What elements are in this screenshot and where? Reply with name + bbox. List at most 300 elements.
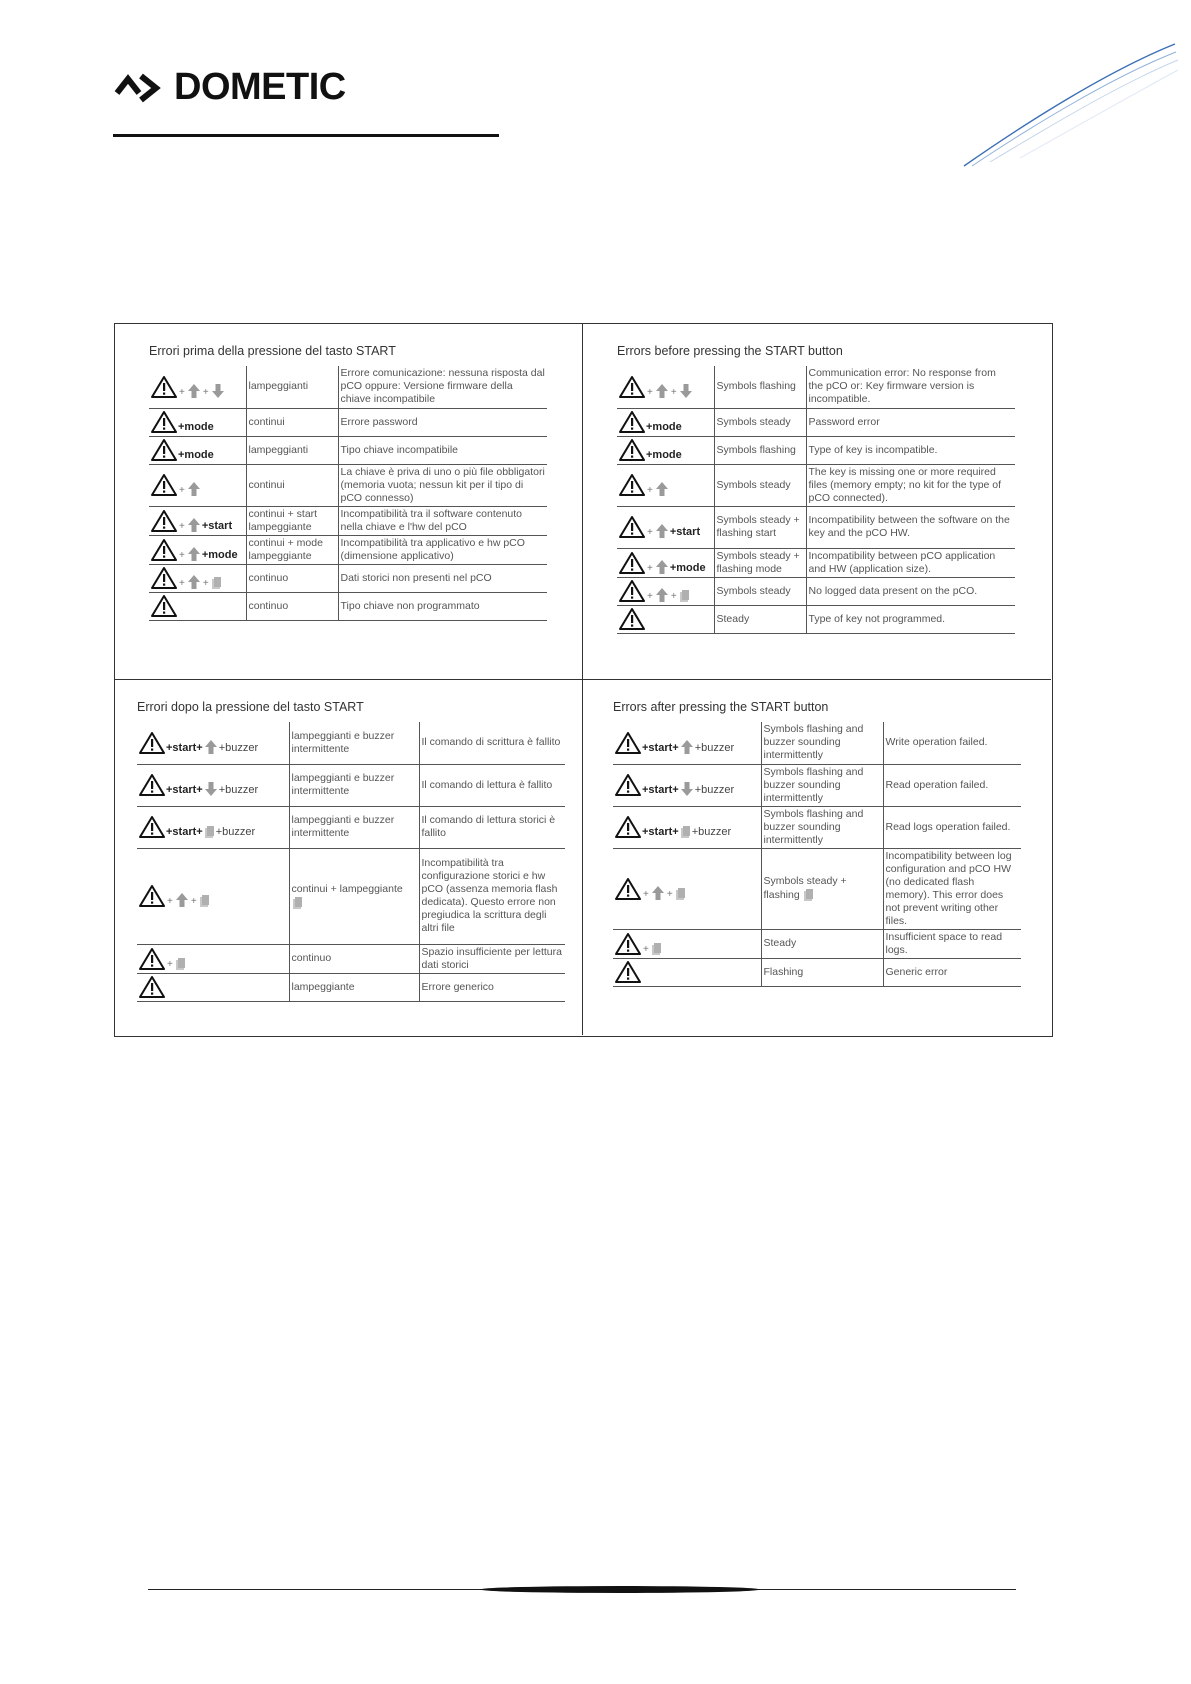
- buzzer-label: +buzzer: [691, 826, 732, 838]
- symbols-cell: [137, 848, 289, 944]
- status-text: continui + lampeggiante: [291, 882, 403, 895]
- table-row: [137, 806, 565, 848]
- error-description: Errore generico: [421, 980, 494, 993]
- table-row: [617, 605, 1015, 633]
- arrow-up-icon: [187, 517, 201, 533]
- status-cell: [289, 806, 419, 848]
- panel-title: Errori prima della pressione del tasto START: [149, 344, 396, 358]
- arrow-up-icon: [187, 481, 201, 497]
- symbol-combination: [615, 960, 759, 984]
- table-row: [613, 806, 1021, 848]
- status-cell: [714, 548, 806, 577]
- status-text: Symbols flashing: [716, 443, 796, 456]
- symbol-combination: [619, 515, 712, 539]
- mode-key-label: +mode: [178, 421, 214, 433]
- table-row: [617, 506, 1015, 548]
- arrow-up-icon: [655, 559, 669, 575]
- symbol-combination: [619, 579, 712, 603]
- description-cell: [883, 929, 1021, 958]
- symbols-cell: [617, 366, 714, 408]
- status-cell: [714, 577, 806, 605]
- error-description: Read operation failed.: [885, 778, 989, 791]
- error-description: Il comando di scrittura è fallito: [421, 736, 561, 749]
- error-description: Tipo chiave non programmato: [340, 599, 480, 612]
- symbol-combination: [139, 975, 287, 999]
- symbol-combination: [615, 773, 759, 797]
- warning-icon: [615, 960, 641, 984]
- status-text: Symbols flashing: [716, 380, 796, 393]
- start-key-label: +start: [669, 526, 701, 538]
- warning-icon: [139, 975, 165, 999]
- header-rule: [113, 134, 499, 137]
- decorative-swoosh: [960, 40, 1180, 170]
- table-row: [613, 848, 1021, 929]
- error-table: [613, 722, 1021, 987]
- warning-icon: [139, 947, 165, 971]
- symbol-combination: [619, 551, 712, 575]
- description-cell: [806, 436, 1015, 464]
- status-text: Symbols steady: [716, 584, 791, 597]
- symbol-combination: [151, 566, 244, 590]
- table-row: [149, 366, 547, 408]
- status-cell: [289, 848, 419, 944]
- status-text: continui + start lampeggiante: [248, 507, 318, 533]
- start-key-label: +start+: [166, 826, 203, 838]
- file-icon: [680, 825, 691, 839]
- mode-key-label: +mode: [669, 561, 706, 574]
- table-row: [613, 722, 1021, 764]
- plus-sign: +: [647, 485, 653, 496]
- description-cell: [806, 548, 1015, 577]
- status-cell: [246, 436, 338, 464]
- panel-errors-after-en: [583, 680, 1051, 1035]
- status-text: Steady: [716, 612, 750, 625]
- plus-sign: +: [647, 386, 653, 398]
- table-row: [149, 464, 547, 506]
- status-cell: [714, 436, 806, 464]
- error-description: No logged data present on the pCO.: [808, 584, 978, 597]
- plus-sign: +: [670, 386, 677, 398]
- status-cell: [289, 764, 419, 806]
- symbol-combination: [619, 375, 712, 399]
- status-text: lampeggianti: [248, 380, 309, 393]
- symbol-combination: [139, 884, 287, 908]
- table-row: [137, 722, 565, 764]
- buzzer-label: +buzzer: [218, 784, 259, 796]
- status-text: Symbols steady: [716, 478, 791, 491]
- symbols-cell: [149, 408, 246, 436]
- error-description: Il comando di lettura è fallito: [421, 778, 553, 791]
- status-cell: [289, 973, 419, 1001]
- symbol-combination: [139, 773, 287, 797]
- table-row: [137, 944, 565, 973]
- status-text: continuo: [248, 599, 289, 612]
- warning-icon: [151, 473, 177, 497]
- panel-errors-before-en: [583, 324, 1051, 680]
- warning-icon: [151, 509, 177, 533]
- warning-icon: [139, 773, 165, 797]
- file-icon: [675, 887, 686, 901]
- arrow-up-icon: [175, 892, 189, 908]
- symbols-cell: [149, 366, 246, 408]
- warning-icon: [619, 438, 645, 462]
- description-cell: [419, 944, 565, 973]
- description-cell: [883, 806, 1021, 848]
- error-description: Type of key is incompatible.: [808, 443, 938, 456]
- error-description: Incompatibility between the software on the key and the pCO HW.: [808, 514, 1010, 539]
- error-description: Errore comunicazione: nessuna risposta dal pCO oppure: Versione firmware della chiave incompatibile: [340, 367, 545, 406]
- error-table: [617, 366, 1015, 634]
- error-description: Generic error: [885, 965, 948, 978]
- status-text: lampeggianti e buzzer intermittente: [291, 814, 395, 839]
- status-cell: [246, 408, 338, 436]
- description-cell: [883, 958, 1021, 986]
- error-description: Type of key not programmed.: [808, 612, 946, 625]
- symbol-combination: [151, 410, 244, 434]
- description-cell: [338, 564, 547, 592]
- panel-title: Errori dopo la pressione del tasto START: [137, 700, 364, 714]
- symbol-combination: [151, 538, 244, 562]
- status-cell: [761, 848, 883, 929]
- table-row: [617, 436, 1015, 464]
- arrow-up-icon: [651, 885, 665, 901]
- symbols-cell: [617, 577, 714, 605]
- warning-icon: [151, 410, 177, 434]
- symbol-combination: [151, 375, 244, 399]
- description-cell: [806, 408, 1015, 436]
- warning-icon: [139, 884, 165, 908]
- symbols-cell: [137, 973, 289, 1001]
- table-row: [137, 848, 565, 944]
- table-row: [149, 564, 547, 592]
- description-cell: [338, 506, 547, 535]
- symbol-combination: [139, 815, 287, 839]
- symbols-cell: [613, 722, 761, 764]
- table-row: [149, 535, 547, 564]
- table-row: [149, 506, 547, 535]
- file-icon: [803, 888, 814, 902]
- symbols-cell: [149, 436, 246, 464]
- symbol-combination: [619, 473, 712, 497]
- table-row: [613, 958, 1021, 986]
- symbol-combination: [619, 607, 712, 631]
- mode-key-label: +mode: [646, 421, 682, 433]
- table-row: [613, 764, 1021, 806]
- status-text: lampeggianti e buzzer intermittente: [291, 729, 395, 755]
- status-cell: [289, 944, 419, 973]
- error-table: [149, 366, 547, 621]
- status-cell: [246, 506, 338, 535]
- start-key-label: +start+: [642, 826, 679, 838]
- file-icon: [199, 894, 210, 908]
- mode-key-label: +mode: [201, 548, 238, 561]
- start-key-label: +start: [201, 519, 233, 532]
- plus-sign: +: [179, 485, 185, 496]
- symbols-cell: [137, 806, 289, 848]
- symbols-cell: [137, 764, 289, 806]
- status-cell: [714, 506, 806, 548]
- symbol-combination: [151, 438, 244, 462]
- panel-title: Errors after pressing the START button: [613, 700, 829, 714]
- error-description: Incompatibility between pCO application and HW (application size).: [808, 549, 996, 575]
- description-cell: [419, 722, 565, 764]
- symbols-cell: [617, 464, 714, 506]
- table-row: [613, 929, 1021, 958]
- error-description: Insufficient space to read logs.: [885, 930, 1003, 956]
- description-cell: [883, 848, 1021, 929]
- warning-icon: [139, 815, 165, 839]
- warning-icon: [151, 438, 177, 462]
- symbols-cell: [613, 929, 761, 958]
- status-text: continui + mode lampeggiante: [248, 536, 323, 562]
- panel-errors-before-it: [115, 324, 583, 680]
- description-cell: [806, 366, 1015, 408]
- symbols-cell: [149, 464, 246, 506]
- error-description: Incompatibilità tra il software contenuto nella chiave e l'hw del pCO: [340, 507, 523, 533]
- error-description: Tipo chiave incompatibile: [340, 443, 459, 456]
- status-text: Symbols steady + flashing: [763, 875, 847, 901]
- symbols-cell: [149, 592, 246, 620]
- table-row: [617, 366, 1015, 408]
- table-row: [149, 408, 547, 436]
- symbols-cell: [613, 848, 761, 929]
- file-icon: [204, 825, 215, 839]
- warning-icon: [619, 515, 645, 539]
- warning-icon: [151, 594, 177, 618]
- description-cell: [338, 436, 547, 464]
- warning-icon: [615, 877, 641, 901]
- error-description: Read logs operation failed.: [885, 820, 1011, 833]
- status-text: Symbols flashing and buzzer sounding intermittently: [763, 765, 864, 804]
- status-cell: [714, 366, 806, 408]
- warning-icon: [615, 731, 641, 755]
- panel-title: Errors before pressing the START button: [617, 344, 843, 358]
- symbols-cell: [617, 436, 714, 464]
- arrow-up-icon: [655, 481, 669, 497]
- arrow-up-icon: [187, 546, 201, 562]
- status-cell: [761, 806, 883, 848]
- status-text: continuo: [291, 952, 332, 964]
- symbol-combination: [139, 731, 287, 755]
- error-description: Spazio insufficiente per lettura dati storici: [421, 945, 562, 971]
- arrow-up-icon: [204, 739, 218, 755]
- symbol-combination: [139, 947, 287, 971]
- description-cell: [806, 577, 1015, 605]
- description-cell: [806, 605, 1015, 633]
- error-description: Incompatibilità tra configurazione storici e hw pCO (assenza memoria flash dedicata). Questo errore non pregiudica la scrittura degli altri file: [421, 857, 558, 934]
- symbols-cell: [149, 535, 246, 564]
- plus-sign: +: [666, 888, 673, 900]
- symbol-combination: [151, 509, 244, 533]
- symbols-cell: [149, 564, 246, 592]
- warning-icon: [619, 607, 645, 631]
- symbol-combination: [619, 410, 712, 434]
- start-key-label: +start+: [642, 784, 679, 796]
- status-text: Symbols steady: [716, 415, 791, 428]
- table-row: [137, 764, 565, 806]
- symbol-combination: [615, 932, 759, 956]
- description-cell: [338, 535, 547, 564]
- status-cell: [761, 764, 883, 806]
- warning-icon: [615, 773, 641, 797]
- plus-sign: +: [179, 549, 185, 561]
- dometic-logo-icon: [114, 71, 168, 105]
- arrow-up-icon: [655, 523, 669, 539]
- status-text: Symbols flashing and buzzer sounding intermittently: [763, 723, 864, 762]
- status-cell: [246, 592, 338, 620]
- status-text: lampeggiante: [291, 980, 355, 993]
- symbols-cell: [617, 506, 714, 548]
- table-row: [617, 408, 1015, 436]
- warning-icon: [151, 566, 177, 590]
- file-icon: [651, 942, 662, 956]
- start-key-label: +start+: [166, 741, 203, 754]
- status-text: continuo: [248, 571, 289, 584]
- symbol-combination: [151, 594, 244, 618]
- warning-icon: [615, 815, 641, 839]
- description-cell: [883, 764, 1021, 806]
- arrow-down-icon: [204, 781, 218, 797]
- plus-sign: +: [643, 943, 649, 955]
- description-cell: [338, 592, 547, 620]
- file-icon: [175, 957, 186, 971]
- buzzer-label: +buzzer: [694, 784, 735, 796]
- plus-sign: +: [179, 520, 185, 532]
- brand-logo: [114, 66, 346, 109]
- symbols-cell: [617, 548, 714, 577]
- warning-icon: [139, 731, 165, 755]
- symbols-cell: [613, 764, 761, 806]
- status-cell: [761, 722, 883, 764]
- status-cell: [289, 722, 419, 764]
- warning-icon: [619, 579, 645, 603]
- description-cell: [419, 973, 565, 1001]
- status-text: lampeggianti: [248, 443, 309, 456]
- error-description: Il comando di lettura storici è fallito: [421, 814, 556, 839]
- file-icon: [211, 576, 222, 590]
- status-cell: [714, 464, 806, 506]
- brand-wordmark: DOMETIC: [174, 66, 346, 108]
- arrow-up-icon: [187, 574, 201, 590]
- error-tables-grid: [114, 323, 1053, 1037]
- plus-sign: +: [647, 591, 653, 602]
- status-text: Steady: [763, 937, 797, 949]
- table-row: [617, 464, 1015, 506]
- table-row: [137, 973, 565, 1001]
- warning-icon: [615, 932, 641, 956]
- plus-sign: +: [647, 562, 653, 574]
- status-text: continui: [248, 478, 285, 491]
- symbols-cell: [137, 722, 289, 764]
- footer-bar: [480, 1586, 760, 1593]
- description-cell: [419, 764, 565, 806]
- plus-sign: +: [647, 527, 653, 538]
- buzzer-label: +buzzer: [215, 826, 256, 838]
- symbols-cell: [613, 806, 761, 848]
- status-text: Flashing: [763, 965, 804, 978]
- status-cell: [761, 958, 883, 986]
- symbol-combination: [615, 731, 759, 755]
- symbol-combination: [615, 877, 759, 901]
- warning-icon: [151, 375, 177, 399]
- error-description: Incompatibilità tra applicativo e hw pCO (dimensione applicativo): [340, 536, 525, 562]
- buzzer-label: +buzzer: [694, 741, 735, 754]
- status-cell: [761, 929, 883, 958]
- error-description: La chiave è priva di uno o più file obbligatori (memoria vuota; nessun kit per il tipo di pCO connesso): [340, 465, 545, 504]
- table-row: [617, 577, 1015, 605]
- symbols-cell: [617, 605, 714, 633]
- description-cell: [338, 464, 547, 506]
- start-key-label: +start+: [642, 741, 679, 754]
- status-text: Symbols steady + flashing start: [716, 514, 800, 539]
- error-description: Write operation failed.: [885, 736, 988, 749]
- error-description: Password error: [808, 415, 880, 428]
- symbol-combination: [619, 438, 712, 462]
- status-text: lampeggianti e buzzer intermittente: [291, 772, 395, 797]
- error-description: The key is missing one or more required files (memory empty; no kit for the type of pCO connected).: [808, 465, 1002, 504]
- warning-icon: [619, 410, 645, 434]
- status-cell: [246, 366, 338, 408]
- arrow-down-icon: [680, 781, 694, 797]
- status-cell: [246, 464, 338, 506]
- description-cell: [338, 408, 547, 436]
- plus-sign: +: [643, 888, 649, 900]
- description-cell: [419, 848, 565, 944]
- description-cell: [806, 464, 1015, 506]
- start-key-label: +start+: [166, 784, 203, 796]
- status-cell: [246, 535, 338, 564]
- status-cell: [714, 605, 806, 633]
- symbols-cell: [149, 506, 246, 535]
- arrow-down-icon: [679, 383, 693, 399]
- arrow-up-icon: [680, 739, 694, 755]
- status-text: Symbols flashing and buzzer sounding intermittently: [763, 807, 864, 846]
- table-row: [149, 436, 547, 464]
- description-cell: [806, 506, 1015, 548]
- symbols-cell: [613, 958, 761, 986]
- status-text: Symbols steady + flashing mode: [716, 549, 800, 575]
- plus-sign: +: [167, 958, 173, 970]
- warning-icon: [619, 551, 645, 575]
- warning-icon: [151, 538, 177, 562]
- panel-errors-after-it: [115, 680, 583, 1035]
- symbol-combination: [615, 815, 759, 839]
- error-description: Incompatibility between log configuration and pCO HW (no dedicated flash memory). This error does not prevent writing other files.: [885, 849, 1012, 927]
- symbol-combination: [151, 473, 244, 497]
- mode-key-label: +mode: [178, 449, 214, 461]
- file-icon: [292, 896, 303, 910]
- file-icon: [679, 589, 690, 603]
- description-cell: [338, 366, 547, 408]
- plus-sign: +: [190, 896, 197, 907]
- warning-icon: [619, 473, 645, 497]
- status-text: continui: [248, 415, 285, 428]
- plus-sign: +: [179, 386, 185, 398]
- table-row: [149, 592, 547, 620]
- description-cell: [883, 722, 1021, 764]
- buzzer-label: +buzzer: [218, 741, 259, 754]
- page-header: [0, 0, 1191, 170]
- status-cell: [246, 564, 338, 592]
- plus-sign: +: [202, 386, 209, 398]
- description-cell: [419, 806, 565, 848]
- arrow-up-icon: [187, 383, 201, 399]
- plus-sign: +: [202, 578, 209, 589]
- error-description: Dati storici non presenti nel pCO: [340, 571, 492, 584]
- plus-sign: +: [179, 578, 185, 589]
- table-row: [617, 548, 1015, 577]
- arrow-up-icon: [655, 587, 669, 603]
